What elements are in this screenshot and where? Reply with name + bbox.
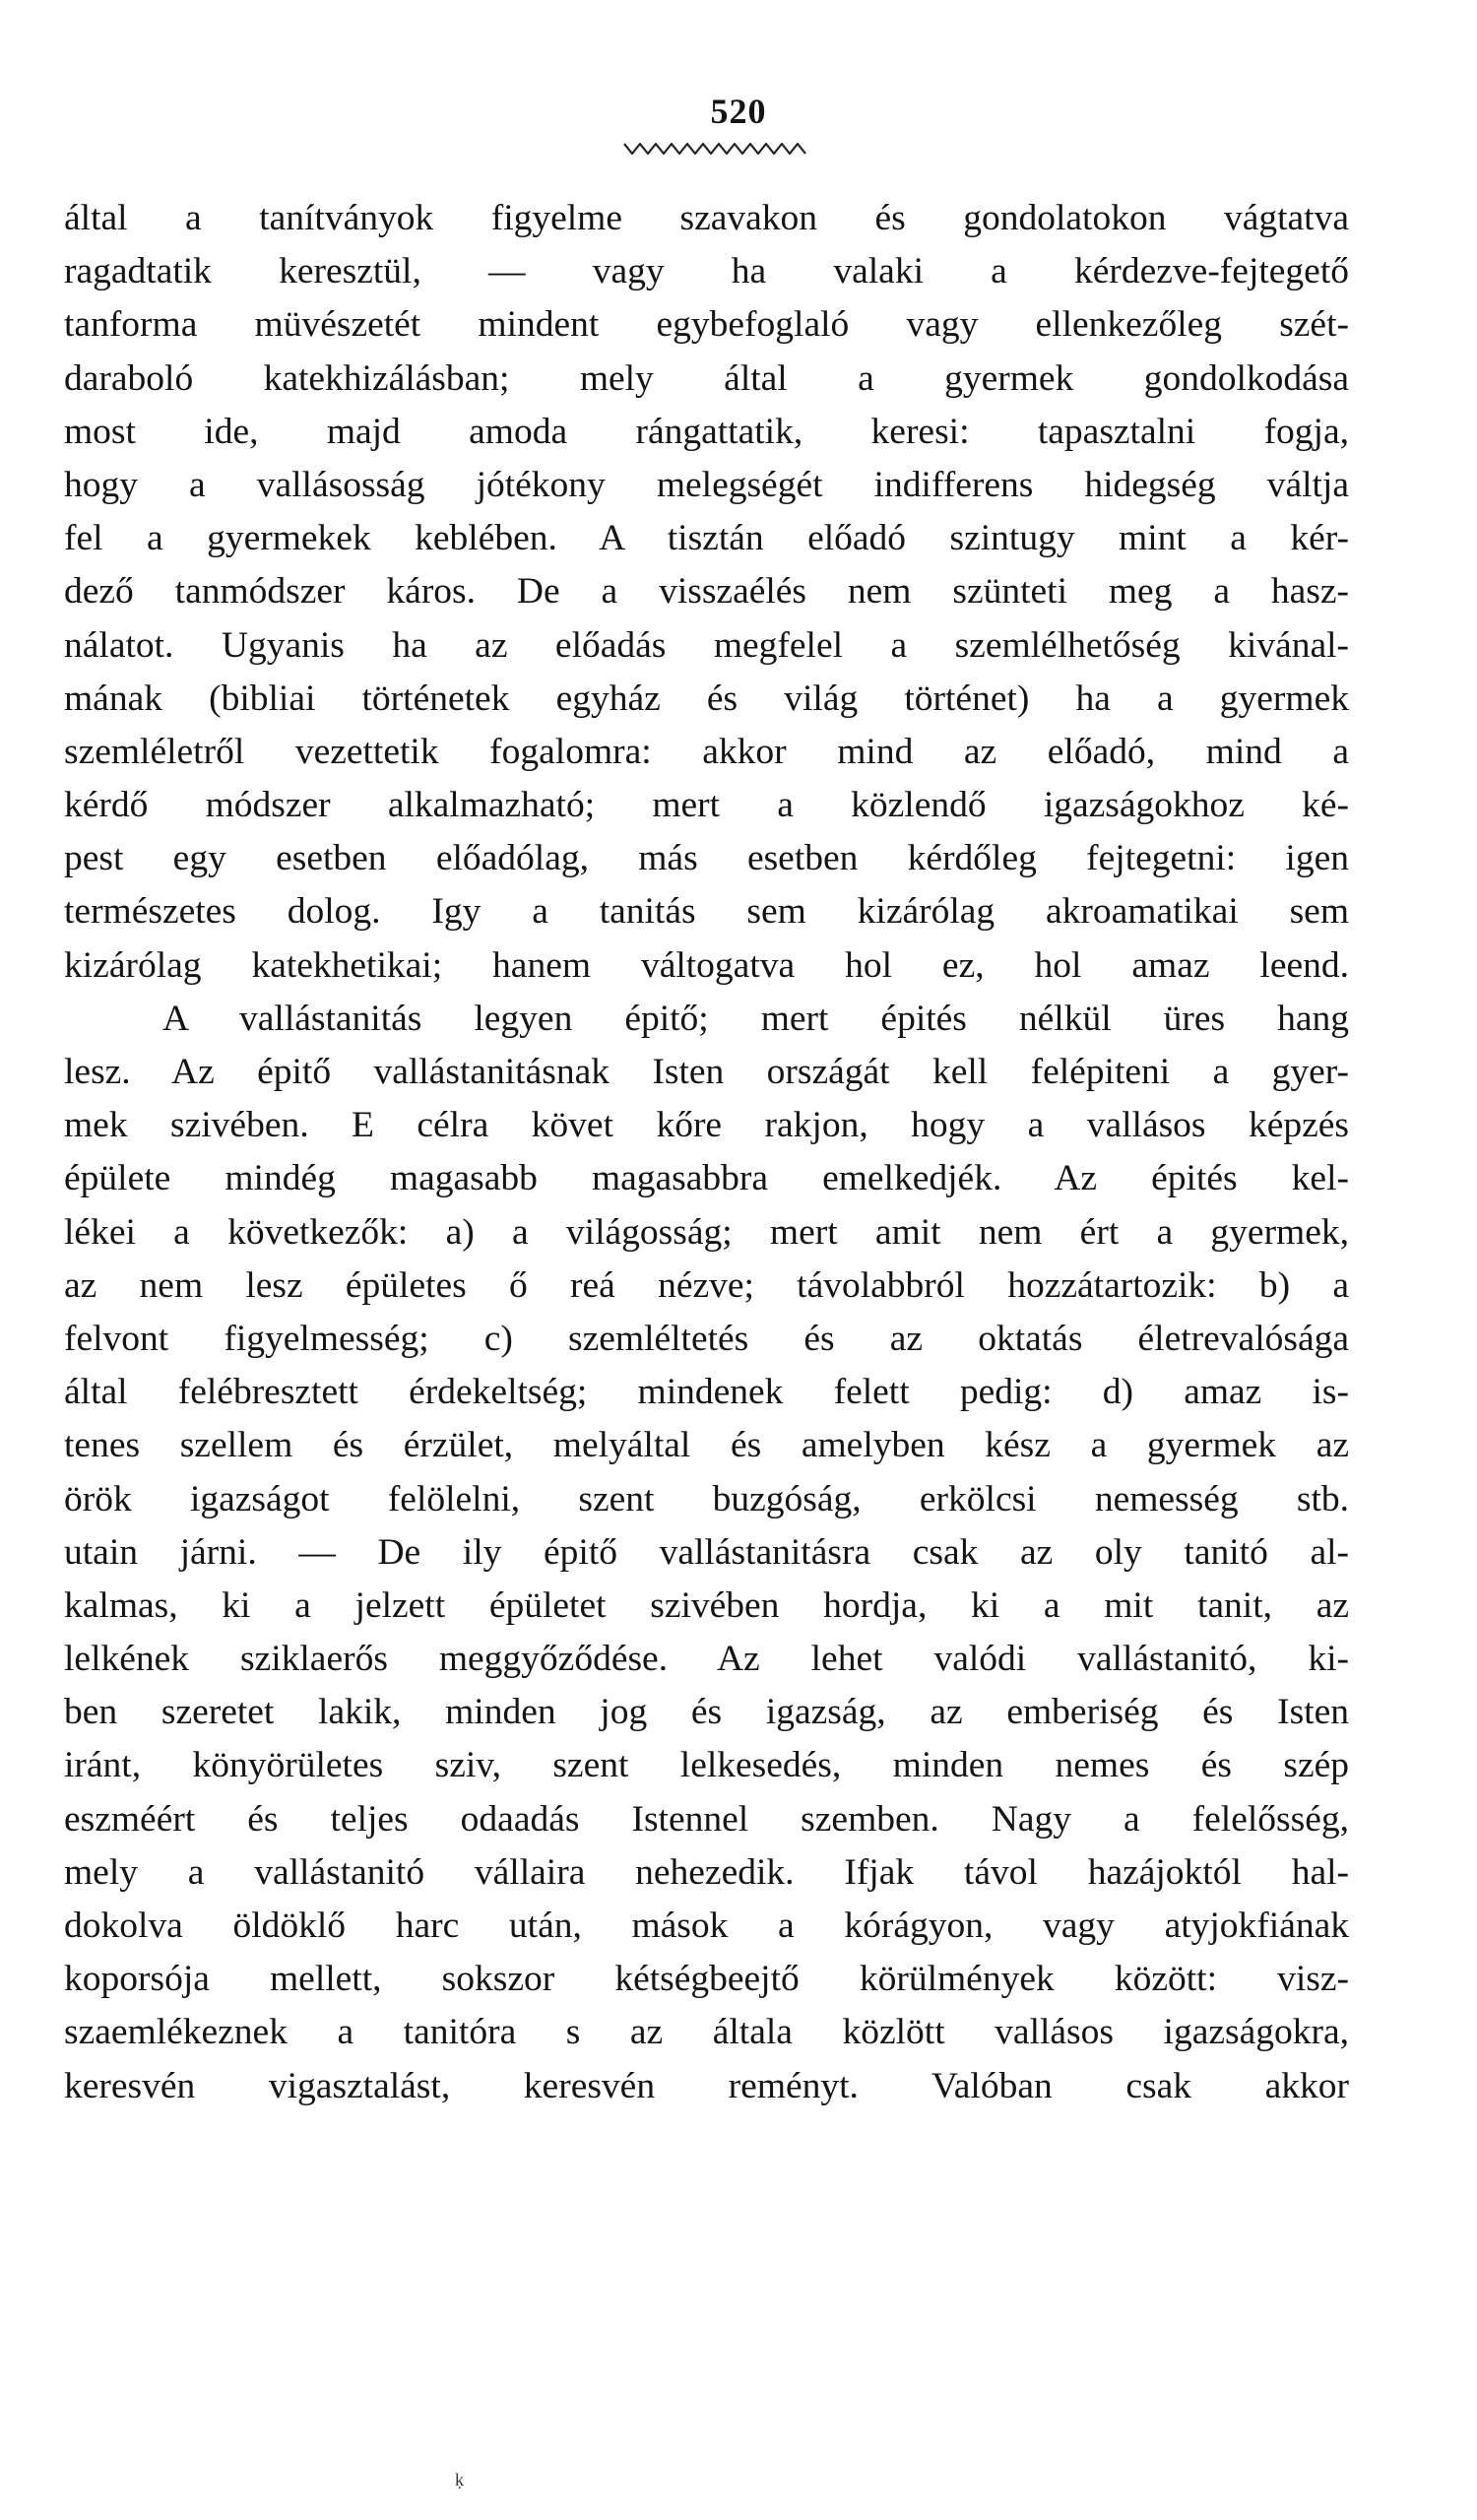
text-line: iránt, könyörületes sziv, szent lelkesedés, minden nemes és szép [64,1745,1349,1786]
text-line: épülete mindég magasabb magasabbra emelkedjék. Az épités kel- [64,1158,1349,1199]
text-line: pest egy esetben előadólag, más esetben kérdőleg fejtegetni: igen [64,838,1349,879]
text-line: fel a gyermekek keblében. A tisztán előadó szintugy mint a kér- [64,518,1349,559]
text-line: szaemlékeznek a tanitóra s az általa közlött vallásos igazságokra, [64,2012,1349,2053]
text-line: kizárólag katekhetikai; hanem váltogatva hol ez, hol amaz leend. [64,944,1349,986]
text-line: lesz. Az épitő vallástanitásnak Isten országát kell felépiteni a gyer- [64,1052,1349,1092]
text-line: eszméért és teljes odaadás Istennel szemben. Nagy a felelősség, [64,1798,1349,1840]
text-line: mek szivében. E célra követ kőre rakjon, hogy a vallásos képzés [64,1105,1349,1146]
footer-mark: ḳ [455,2470,464,2489]
text-line: daraboló katekhizálásban; mely által a gyermek gondolkodása [64,357,1349,399]
page-number: 520 [710,92,767,131]
body-text [64,192,1349,2113]
text-line: kalmas, ki a jelzett épületet szivében hordja, ki a mit tanit, az [64,1584,1349,1626]
text-line: lelkének sziklaerős meggyőződése. Az lehet valódi vallástanitó, ki- [64,1639,1349,1680]
text-line: lékei a következők: a) a világosság; mert amit nem ért a gyermek, [64,1211,1349,1253]
text-line: kérdő módszer alkalmazható; mert a közlendő igazságokhoz ké- [64,785,1349,826]
text-line: nálatot. Ugyanis ha az előadás megfelel a szemlélhetőség kivánal- [64,624,1349,666]
text-line: által a tanítványok figyelme szavakon és gondolatokon vágtatva [64,198,1349,238]
text-line: örök igazságot felölelni, szent buzgóság, erkölcsi nemesség stb. [64,1478,1349,1519]
text-line: által felébresztett érdekeltség; mindenek felett pedig: d) amaz is- [64,1372,1349,1413]
text-line: tenes szellem és érzület, melyáltal és amelyben kész a gyermek az [64,1425,1349,1466]
text-line: ragadtatik keresztül, — vagy ha valaki a kérdezve-fejtegető [64,251,1349,292]
text-line: utain járni. — De ily épitő vallástanitásra csak az oly tanitó al- [64,1531,1349,1573]
text-line: mának (bibliai történetek egyház és világ történet) ha a gyermek [64,678,1349,719]
text-line: keresvén vigasztalást, keresvén reményt. Valóban csak akkor [64,2065,1349,2106]
text-line: hogy a vallásosság jótékony melegségét indifferens hidegség váltja [64,464,1349,505]
text-line: mely a vallástanitó vállaira nehezedik. Ifjak távol hazájoktól hal- [64,1851,1349,1893]
wavy-rule-ornament [622,138,809,158]
text-line-paragraph-start: A vallástanitás legyen épitő; mert épités nélkül üres hang [162,998,1349,1039]
text-line: tanforma müvészetét mindent egybefoglaló vagy ellenkezőleg szét- [64,304,1349,346]
text-line: dező tanmódszer káros. De a visszaélés nem szünteti meg a hasz- [64,571,1349,613]
text-line: dokolva öldöklő harc után, mások a kórágyon, vagy atyjokfiának [64,1906,1349,1946]
text-line: felvont figyelmesség; c) szemléltetés és az oktatás életrevalósága [64,1318,1349,1359]
text-line: most ide, majd amoda rángattatik, keresi: tapasztalni fogja, [64,411,1349,452]
text-line: az nem lesz épületes ő reá nézve; távolabbról hozzátartozik: b) a [64,1264,1349,1306]
text-line: természetes dolog. Igy a tanitás sem kizárólag akroamatikai sem [64,891,1349,933]
text-line: szemléletről vezettetik fogalomra: akkor mind az előadó, mind a [64,731,1349,772]
text-line: koporsója mellett, sokszor kétségbeejtő körülmények között: visz- [64,1959,1349,2000]
text-line: ben szeretet lakik, minden jog és igazság, az emberiség és Isten [64,1692,1349,1733]
